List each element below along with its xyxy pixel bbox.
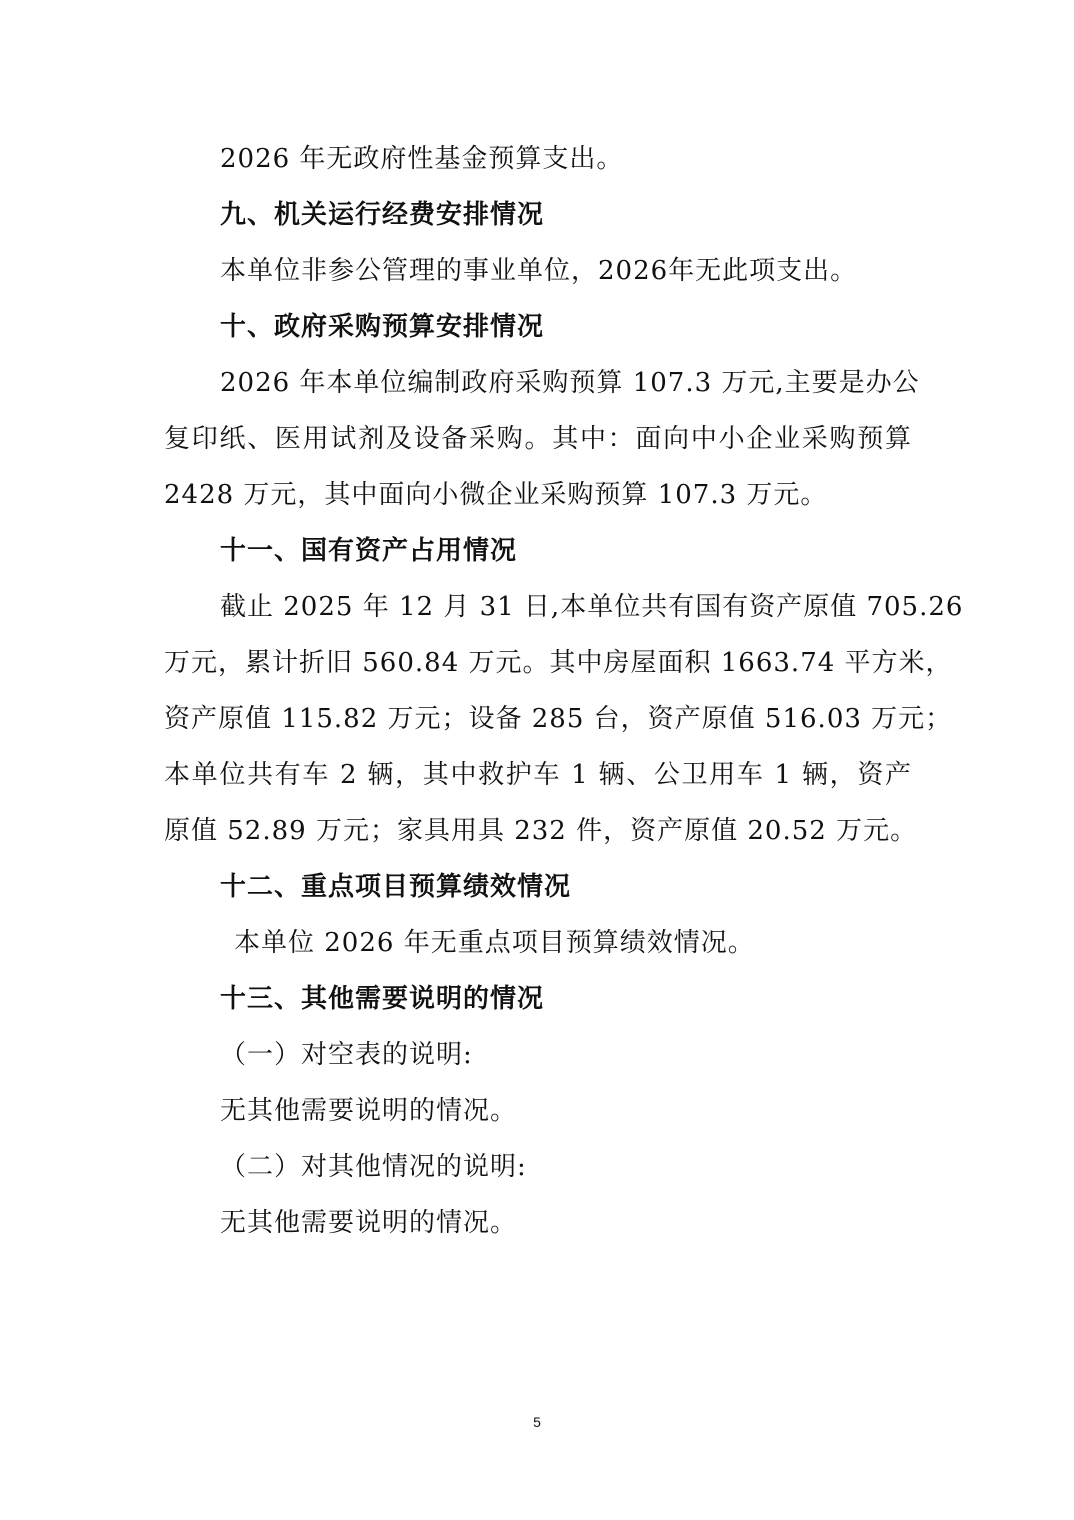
paragraph-line: 无其他需要说明的情况。 <box>220 1208 518 1238</box>
paragraph-line: 本单位共有车 2 辆，其中救护车 1 辆、公卫用车 1 辆，资产 <box>164 760 912 790</box>
section-heading-9: 九、机关运行经费安排情况 <box>220 200 545 230</box>
paragraph-line: 无其他需要说明的情况。 <box>220 1096 518 1126</box>
section-heading-13: 十三、其他需要说明的情况 <box>220 984 545 1014</box>
paragraph-line: 截止 2025 年 12 月 31 日,本单位共有国有资产原值 705.26 <box>220 592 964 622</box>
paragraph-line: 万元，累计折旧 560.84 万元。其中房屋面积 1663.74 平方米， <box>164 648 953 678</box>
section-heading-12: 十二、重点项目预算绩效情况 <box>220 872 572 902</box>
page-number: 5 <box>533 1414 541 1430</box>
paragraph-line: 原值 52.89 万元；家具用具 232 件，资产原值 20.52 万元。 <box>164 816 918 846</box>
paragraph-line: 2026 年本单位编制政府采购预算 107.3 万元,主要是办公 <box>220 368 920 398</box>
subsection-label: （一）对空表的说明: <box>220 1040 473 1070</box>
subsection-label: （二）对其他情况的说明: <box>220 1152 527 1182</box>
section-heading-10: 十、政府采购预算安排情况 <box>220 312 545 342</box>
paragraph-line: 2026 年无政府性基金预算支出。 <box>220 144 624 174</box>
paragraph-line: 复印纸、医用试剂及设备采购。其中：面向中小企业采购预算 <box>164 424 912 454</box>
paragraph-line: 2428 万元，其中面向小微企业采购预算 107.3 万元。 <box>164 480 828 510</box>
paragraph-line: 资产原值 115.82 万元；设备 285 台，资产原值 516.03 万元； <box>164 704 953 734</box>
paragraph-line: 本单位 2026 年无重点项目预算绩效情况。 <box>234 928 755 958</box>
section-heading-11: 十一、国有资产占用情况 <box>220 536 518 566</box>
paragraph-line: 本单位非参公管理的事业单位，2026年无此项支出。 <box>220 256 858 286</box>
